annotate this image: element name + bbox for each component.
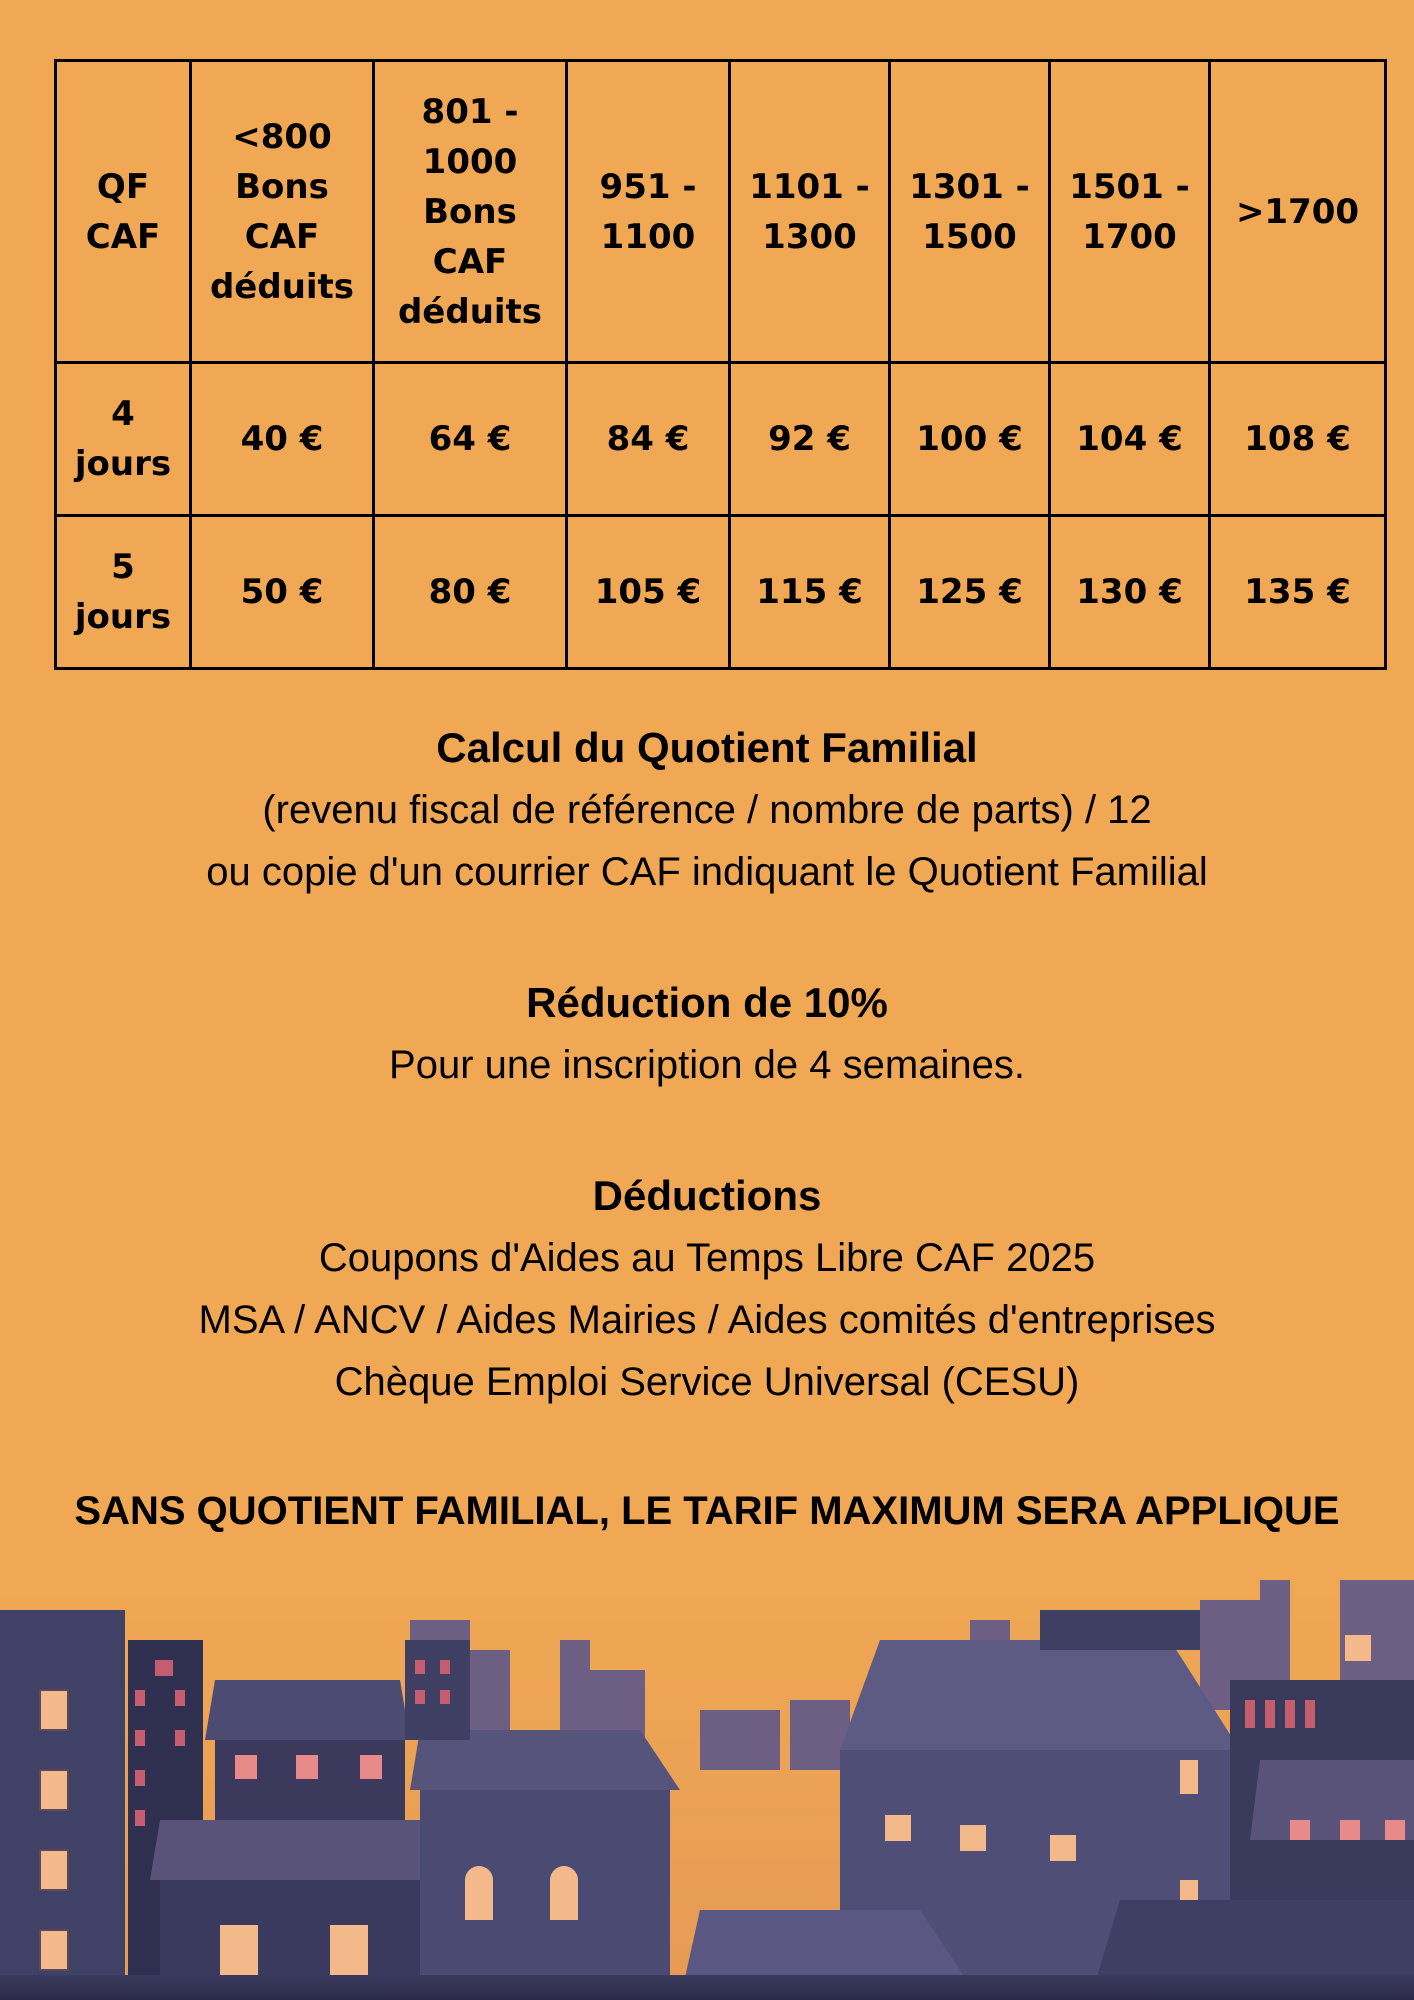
reduction-section bbox=[0, 972, 1414, 1096]
calcul-section bbox=[0, 717, 1414, 903]
reduction-title: Réduction de 10% bbox=[526, 979, 888, 1026]
header-label: 1101 - 1300 bbox=[749, 166, 870, 257]
price-cell: 115 € bbox=[730, 516, 890, 669]
header-cell-qf bbox=[56, 61, 191, 363]
header-label: 801 - 1000 Bons CAF déduits bbox=[397, 91, 543, 332]
tarif-table-wrapper bbox=[54, 59, 1384, 670]
header-cell-qf-801-1000 bbox=[374, 61, 567, 363]
table-header-row bbox=[56, 61, 1386, 363]
header-cell-qf-951-1100 bbox=[567, 61, 730, 363]
header-cell-qf-1301-1500 bbox=[890, 61, 1050, 363]
header-cell-qf-lt800 bbox=[191, 61, 374, 363]
row-label-cell bbox=[56, 363, 191, 516]
header-label: QF CAF bbox=[85, 166, 161, 257]
price-cell: 80 € bbox=[374, 516, 567, 669]
price-cell: 130 € bbox=[1050, 516, 1210, 669]
deductions-line: MSA / ANCV / Aides Mairies / Aides comités d'entreprises bbox=[198, 1298, 1216, 1342]
price-cell: 135 € bbox=[1210, 516, 1386, 669]
deductions-line: Coupons d'Aides au Temps Libre CAF 2025 bbox=[318, 1236, 1096, 1280]
table-row-4-jours bbox=[56, 363, 1386, 516]
reduction-text: Pour une inscription de 4 semaines. bbox=[389, 1043, 1025, 1087]
tarif-table bbox=[54, 59, 1387, 670]
header-cell-qf-1501-1700 bbox=[1050, 61, 1210, 363]
header-label: <800 Bons CAF déduits bbox=[209, 116, 355, 307]
price-cell: 105 € bbox=[567, 516, 730, 669]
deductions-line: Chèque Emploi Service Universal (CESU) bbox=[334, 1360, 1080, 1404]
price-cell: 64 € bbox=[374, 363, 567, 516]
price-cell: 92 € bbox=[730, 363, 890, 516]
city-illustration bbox=[0, 1580, 1414, 2000]
header-label: >1700 bbox=[1235, 191, 1360, 232]
price-cell: 50 € bbox=[191, 516, 374, 669]
row-label-cell bbox=[56, 516, 191, 669]
table-row-5-jours bbox=[56, 516, 1386, 669]
row-label: 5 jours bbox=[74, 547, 172, 637]
calcul-line: ou copie d'un courrier CAF indiquant le Quotient Familial bbox=[206, 850, 1208, 894]
header-cell-qf-gt1700 bbox=[1210, 61, 1386, 363]
deductions-title: Déductions bbox=[592, 1172, 822, 1219]
price-cell: 84 € bbox=[567, 363, 730, 516]
row-label: 4 jours bbox=[74, 394, 172, 484]
header-label: 1501 - 1700 bbox=[1069, 166, 1190, 257]
calcul-line: (revenu fiscal de référence / nombre de parts) / 12 bbox=[262, 788, 1152, 832]
city-skyline-image bbox=[0, 1580, 1414, 2000]
header-cell-qf-1101-1300 bbox=[730, 61, 890, 363]
header-label: 951 - 1100 bbox=[599, 166, 697, 257]
calcul-title: Calcul du Quotient Familial bbox=[436, 724, 978, 771]
deductions-section bbox=[0, 1165, 1414, 1413]
warning-text: SANS QUOTIENT FAMILIAL, LE TARIF MAXIMUM SERA APPLIQUE bbox=[74, 1489, 1340, 1533]
price-cell: 108 € bbox=[1210, 363, 1386, 516]
header-label: 1301 - 1500 bbox=[909, 166, 1030, 257]
price-cell: 125 € bbox=[890, 516, 1050, 669]
price-cell: 100 € bbox=[890, 363, 1050, 516]
price-cell: 104 € bbox=[1050, 363, 1210, 516]
price-cell: 40 € bbox=[191, 363, 374, 516]
